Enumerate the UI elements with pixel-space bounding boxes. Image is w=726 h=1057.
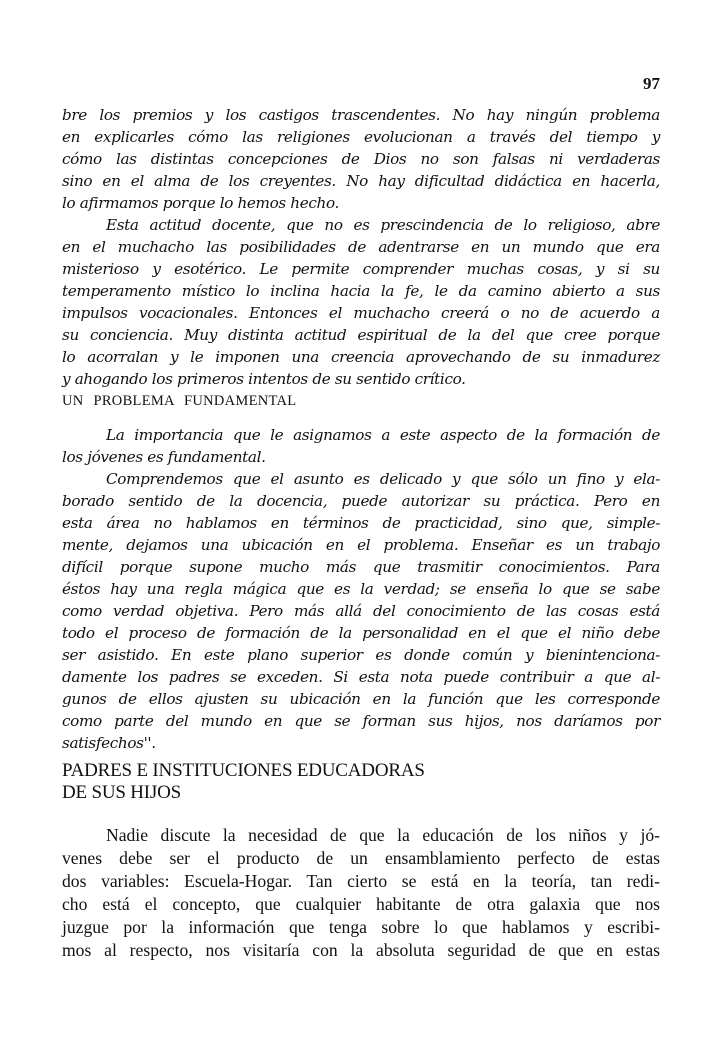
- text-line: ser asistido. En este plano superior es donde común y bienintenciona-: [62, 646, 660, 664]
- text-line: lo acorralan y le imponen una creencia aprovechando de su inmadurez: [62, 348, 660, 366]
- text-line: misterioso y esotérico. Le permite comprender muchas cosas, y si su: [62, 260, 660, 278]
- text-line: gunos de ellos ajusten su ubicación en la función que les corresponde: [62, 690, 660, 708]
- text-line: su conciencia. Muy distinta actitud espiritual de la del que cree porque: [62, 326, 660, 344]
- text-line: y ahogando los primeros intentos de su sentido crítico.: [62, 370, 466, 388]
- text-line: mos al respecto, nos visitaría con la absoluta seguridad de que en estas: [62, 940, 660, 960]
- text-line: temperamento místico lo inclina hacia la fe, le da camino abierto a sus: [62, 282, 660, 300]
- text-line: esta área no hablamos en términos de practicidad, sino que, simple-: [62, 514, 660, 532]
- text-line: como verdad objetiva. Pero más allá del conocimiento de las cosas está: [62, 602, 660, 620]
- text-line: Nadie discute la necesidad de que la educación de los niños y jó-: [106, 825, 660, 845]
- text-line: éstos hay una regla mágica que es la verdad; se enseña lo que se sabe: [62, 580, 660, 598]
- text-line: cho está el concepto, que cualquier habitante de otra galaxia que nos: [62, 894, 660, 914]
- text-line: dos variables: Escuela-Hogar. Tan cierto se está en la teoría, tan redi-: [62, 871, 660, 891]
- text-line: cómo las distintas concepciones de Dios no son falsas ni verdaderas: [62, 150, 660, 168]
- text-line: borado sentido de la docencia, puede autorizar su práctica. Pero en: [62, 492, 660, 510]
- text-line: en explicarles cómo las religiones evolucionan a través del tiempo y: [62, 128, 660, 146]
- text-line: lo afirmamos porque lo hemos hecho.: [62, 194, 339, 212]
- text-line: todo el proceso de formación de la personalidad en el que el niño debe: [62, 624, 660, 642]
- text-line: juzgue por la información que tenga sobre lo que hablamos y escribi-: [62, 917, 660, 937]
- text-line: La importancia que le asignamos a este aspecto de la formación de: [106, 426, 660, 444]
- text-line: mente, dejamos una ubicación en el problema. Enseñar es un trabajo: [62, 536, 660, 554]
- text-line: los jóvenes es fundamental.: [62, 448, 266, 466]
- text-line: satisfechos''.: [62, 734, 156, 752]
- text-line: como parte del mundo en que se forman sus hijos, nos daríamos por: [62, 712, 660, 730]
- text-line: bre los premios y los castigos trascendentes. No hay ningún problema: [62, 106, 660, 124]
- chapter-heading-line: DE SUS HIJOS: [62, 782, 182, 803]
- section-heading: UN PROBLEMA FUNDAMENTAL: [62, 393, 297, 409]
- text-line: venes debe ser el producto de un ensamblamiento perfecto de estas: [62, 848, 660, 868]
- chapter-heading-line: PADRES E INSTITUCIONES EDUCADORAS: [62, 760, 425, 781]
- text-line: difícil porque supone mucho más que trasmitir conocimientos. Para: [62, 558, 660, 576]
- text-line: en el muchacho las posibilidades de adentrarse en un mundo que era: [62, 238, 660, 256]
- text-line: damente los padres se exceden. Si esta nota puede contribuir a que al-: [62, 668, 660, 686]
- page-number: 97: [643, 74, 660, 93]
- text-line: Comprendemos que el asunto es delicado y que sólo un fino y ela-: [106, 470, 660, 488]
- text-line: sino en el alma de los creyentes. No hay dificultad didáctica en hacerla,: [62, 172, 660, 190]
- text-line: Esta actitud docente, que no es prescindencia de lo religioso, abre: [106, 216, 660, 234]
- text-line: impulsos vocacionales. Entonces el muchacho creerá o no de acuerdo a: [62, 304, 660, 322]
